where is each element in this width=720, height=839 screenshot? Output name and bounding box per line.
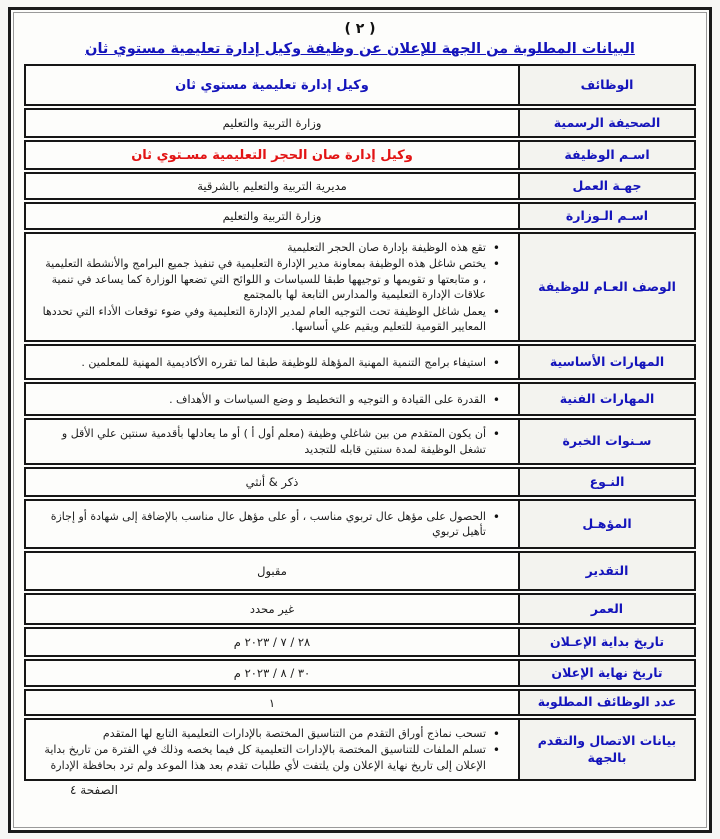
row-value xyxy=(26,66,518,104)
table-row xyxy=(24,202,696,230)
row-value-text: مقبول xyxy=(257,564,287,579)
bullet-item: • القدرة على القيادة و التوجيه و التخطيط و وضع السياسات و الأهداف . xyxy=(42,392,500,407)
bullet-item: • استيفاء برامج التنمية المهنية المؤهلة للوظيفة طبقا لما تقرره الأكاديمية المهنية للمعلمين . xyxy=(42,355,500,370)
bullet-item: • يختص شاغل هذه الوظيفة بمعاونة مدير الإدارة التعليمية في تنفيذ جميع البرامج والأنشطة التعليمية ، و متابعتها و تقويمها و توجيهها طبقا للسياسات و اللوائح التي تضعها الوزارة كما يساعد في تنمية علاقات الإدارة التعليمية والمدارس التابعة لها بالمجتمع xyxy=(42,256,500,302)
bullet-list xyxy=(38,239,506,335)
row-value xyxy=(26,720,518,779)
table-row xyxy=(24,108,696,138)
job-table xyxy=(24,64,696,781)
row-value xyxy=(26,553,518,589)
row-label: بيانات الاتصال والتقدم بالجهة xyxy=(518,720,694,779)
table-row xyxy=(24,467,696,497)
row-value xyxy=(26,384,518,414)
bullet-item: • تقع هذه الوظيفة بإدارة صان الحجر التعليمية xyxy=(42,240,500,255)
row-label: النـوع xyxy=(518,469,694,495)
table-row xyxy=(24,689,696,716)
row-value-text: مديرية التربية والتعليم بالشرقية xyxy=(197,179,347,193)
row-label: الصحيفة الرسمية xyxy=(518,110,694,136)
table-row xyxy=(24,172,696,200)
table-row xyxy=(24,140,696,170)
row-label: تاريخ بداية الإعـلان xyxy=(518,629,694,655)
document-title: البيانات المطلوبة من الجهة للإعلان عن وظيفة وكيل إدارة تعليمية مستوي ثان xyxy=(85,41,635,57)
page-number-top: ( ٢ ) xyxy=(344,21,376,37)
bullet-list xyxy=(38,425,506,458)
page-inner-frame xyxy=(13,12,707,828)
row-label: جهـة العمل xyxy=(518,174,694,198)
table-row xyxy=(24,659,696,687)
bullet-list xyxy=(38,725,506,774)
bullet-item: • أن يكون المتقدم من بين شاغلي وظيفة (معلم أول أ ) أو ما يعادلها بأقدمية سنتين علي الأقل و تشغل الوظيفة لمدة سنتين قابله للتجديد xyxy=(42,426,500,457)
row-value xyxy=(26,110,518,136)
row-value-text: وزارة التربية والتعليم xyxy=(222,116,322,130)
row-value-text: ٣٠ / ٨ / ٢٠٢٣ م xyxy=(233,666,311,681)
table-row xyxy=(24,382,696,416)
row-value-text: ذكر & أنثي xyxy=(245,475,299,490)
row-label: اسـم الوظيفة xyxy=(518,142,694,168)
row-value xyxy=(26,234,518,340)
bullet-list xyxy=(38,391,506,408)
row-value-text: وزارة التربية والتعليم xyxy=(222,209,322,223)
row-label: الوظائف xyxy=(518,66,694,104)
row-value xyxy=(26,595,518,623)
row-label: التقدير xyxy=(518,553,694,589)
row-value xyxy=(26,629,518,655)
bullet-item: • الحصول على مؤهل عال تربوي مناسب ، أو على مؤهل عال مناسب بالإضافة إلى شهادة أو إجازة تأهيل تربوي xyxy=(42,509,500,540)
row-value-text: وكيل إدارة تعليمية مستوي ثان xyxy=(175,77,369,93)
row-value-text: وكيل إدارة صان الحجر التعليمية مسـتوي ثان xyxy=(131,147,413,163)
table-row xyxy=(24,64,696,106)
table-row xyxy=(24,344,696,380)
table-row xyxy=(24,627,696,657)
row-label: المؤهـل xyxy=(518,501,694,547)
row-value-text: ١ xyxy=(268,695,276,710)
row-value xyxy=(26,346,518,378)
row-label: عدد الوظائف المطلوبة xyxy=(518,691,694,714)
row-value-text: ٢٨ / ٧ / ٢٠٢٣ م xyxy=(233,635,311,650)
bullet-list xyxy=(38,508,506,541)
table-row xyxy=(24,499,696,549)
row-value xyxy=(26,691,518,714)
row-value xyxy=(26,420,518,463)
row-value xyxy=(26,204,518,228)
row-label: المهارات الأساسية xyxy=(518,346,694,378)
table-row xyxy=(24,593,696,625)
row-label: الوصف العـام للوظيفة xyxy=(518,234,694,340)
row-value xyxy=(26,501,518,547)
row-label: تاريخ نهاية الإعلان xyxy=(518,661,694,685)
table-row xyxy=(24,232,696,342)
bullet-list xyxy=(38,354,506,371)
bullet-item: • تسلم الملفات للتناسيق المختصة بالإدارات التعليمية كل فيما يخصه وذلك في الفترة من تاريخ بداية الإعلان إلى تاريخ نهاية الإعلان ولن يلتفت لأي طلبات تقدم بعد هذا الموعد ولم ترد بحافظة الإدارة xyxy=(42,742,500,773)
row-value xyxy=(26,142,518,168)
table-row xyxy=(24,551,696,591)
row-value xyxy=(26,174,518,198)
row-label: العمر xyxy=(518,595,694,623)
row-value-text: غير محدد xyxy=(249,602,295,617)
row-label: سـنوات الخبرة xyxy=(518,420,694,463)
bullet-item: • تسحب نماذج أوراق التقدم من التناسيق المختصة بالإدارات التعليمية التابع لها المتقدم xyxy=(42,726,500,741)
page-outer-frame xyxy=(8,7,712,833)
page-footer: الصفحة ٤ xyxy=(70,783,118,798)
row-value xyxy=(26,469,518,495)
row-label: اسـم الـوزارة xyxy=(518,204,694,228)
row-value xyxy=(26,661,518,685)
bullet-item: • يعمل شاغل الوظيفة تحت التوجيه العام لمدير الإدارة التعليمية وفي ضوء توقعات الأداء التي تحددها المعايير القومية للتعليم ويقيم علي أساسها. xyxy=(42,304,500,335)
table-row xyxy=(24,418,696,465)
document-header xyxy=(24,21,696,57)
row-label: المهارات الفنية xyxy=(518,384,694,414)
table-row xyxy=(24,718,696,781)
